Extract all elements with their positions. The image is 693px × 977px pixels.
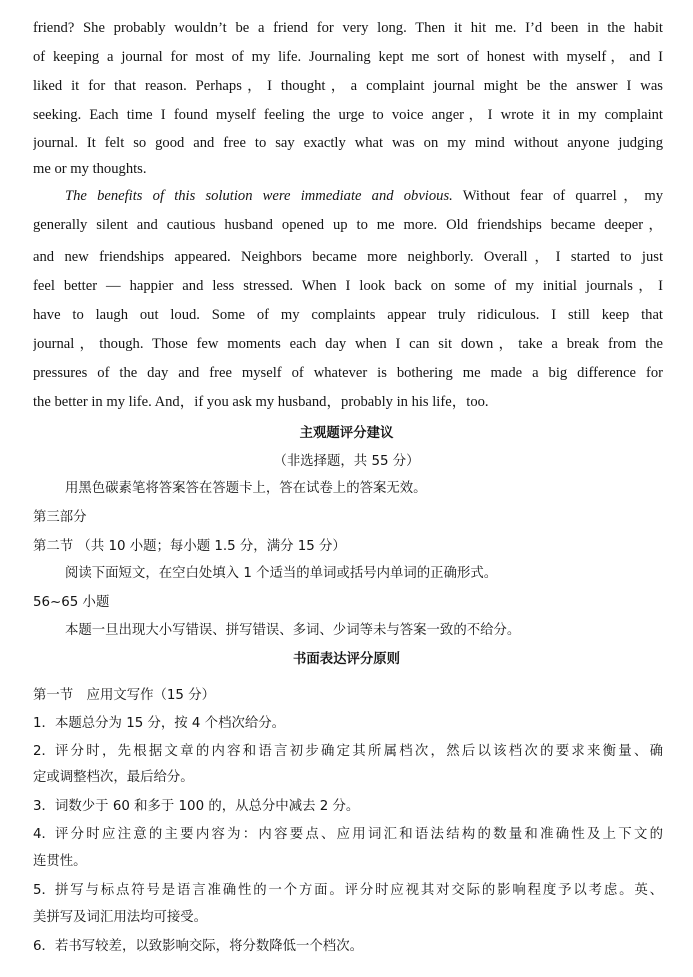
writing-rule-5	[33, 881, 663, 901]
scoring-title: 主观题评分建议	[299, 426, 394, 441]
rule-number: 6．	[33, 939, 55, 954]
italic-topic-sentence: The benefits of this solution were immediate and obvious.	[65, 188, 453, 204]
writing-rule-4	[33, 825, 663, 845]
passage-line-4: seeking. Each time I found myself feeling the urge to voice anger，I wrote it in my complaint	[33, 107, 663, 123]
writing-rule-1	[33, 714, 663, 734]
writing-rule-4-continued: 连贯性。	[33, 854, 87, 869]
writing-rule-5-continued: 美拼写及词汇用法均可接受。	[33, 910, 208, 925]
question-range: 56~65 小题	[33, 595, 110, 610]
passage-line-11: have to laugh out loud. Some of my complaints appear truly ridiculous. I still keep that	[33, 307, 663, 323]
passage-line-8: generally silent and cautious husband opened up to me more. Old friendships became deeper，	[33, 217, 663, 233]
writing-section-one-heading: 第一节 应用文写作（15 分）	[33, 688, 215, 703]
passage-paragraph-2-first-line	[33, 182, 663, 211]
passage-line-12: journal，though. Those few moments each day when I can sit down，take a break from the	[33, 336, 663, 352]
passage-line-9: and new friendships appeared. Neighbors became more neighborly. Overall，I started to just	[33, 249, 663, 265]
passage-line-6: me or my thoughts.	[33, 161, 147, 177]
rule-number: 3．	[33, 799, 55, 814]
rule-number: 2．	[33, 744, 55, 759]
rule-text: 词数少于 60 和多于 100 的，从总分中减去 2 分。	[55, 799, 360, 814]
rule-number: 5．	[33, 883, 55, 898]
writing-rule-6	[33, 937, 663, 957]
passage-line-5: journal. It felt so good and free to say exactly what was on my mind without anyone judging	[33, 135, 663, 151]
scoring-instruction: 用黑色碳素笔将答案答在答题卡上，答在试卷上的答案无效。	[65, 481, 427, 496]
rule-text: 若书写较差，以致影响交际，将分数降低一个档次。	[55, 939, 363, 954]
rule-text: 拼写与标点符号是语言准确性的一个方面。评分时应视其对交际的影响程度予以考虑。英、	[55, 883, 663, 898]
passage-line-2: of keeping a journal for most of my life. Journaling kept me sort of honest with myself，and I	[33, 49, 663, 65]
passage-line-13: pressures of the day and free myself of whatever is bothering me made a big difference for	[33, 365, 663, 381]
rule-number: 4．	[33, 827, 55, 842]
writing-rule-2-continued: 定或调整档次，最后给分。	[33, 770, 194, 785]
part-three-heading: 第三部分	[33, 510, 87, 525]
rule-text: 评分时应注意的主要内容为：内容要点、应用词汇和语法结构的数量和准确性及上下文的	[55, 827, 663, 842]
passage-line-1: friend? She probably wouldn’t be a friend for very long. Then it hit me. I’d been in the habit	[33, 20, 663, 36]
writing-rule-3	[33, 797, 663, 817]
writing-title: 书面表达评分原则	[292, 652, 401, 667]
writing-rule-2	[33, 742, 663, 762]
section-two-heading: 第二节 （共 10 小题；每小题 1.5 分，满分 15 分）	[33, 539, 346, 554]
first-line-rest: Without fear of quarrel，my	[452, 188, 663, 204]
rule-text: 本题总分为 15 分，按 4 个档次给分。	[55, 716, 286, 731]
passage-line-3: liked it for that reason. Perhaps，I thought，a complaint journal might be the answer I was	[33, 78, 663, 94]
section-two-instruction: 阅读下面短文，在空白处填入 1 个适当的单词或括号内单词的正确形式。	[65, 566, 498, 581]
rule-number: 1．	[33, 716, 55, 731]
passage-line-14: the better in my life. And，if you ask my husband，probably in his life，too.	[33, 394, 489, 410]
passage-line-10: feel better — happier and less stressed. When I look back on some of my initial journals，I	[33, 278, 663, 294]
question-range-note: 本题一旦出现大小写错误、拼写错误、多词、少词等未与答案一致的不给分。	[65, 623, 521, 638]
scoring-subtitle: （非选择题，共 55 分）	[273, 454, 420, 469]
rule-text: 评分时，先根据文章的内容和语言初步确定其所属档次，然后以该档次的要求来衡量、确	[55, 744, 663, 759]
